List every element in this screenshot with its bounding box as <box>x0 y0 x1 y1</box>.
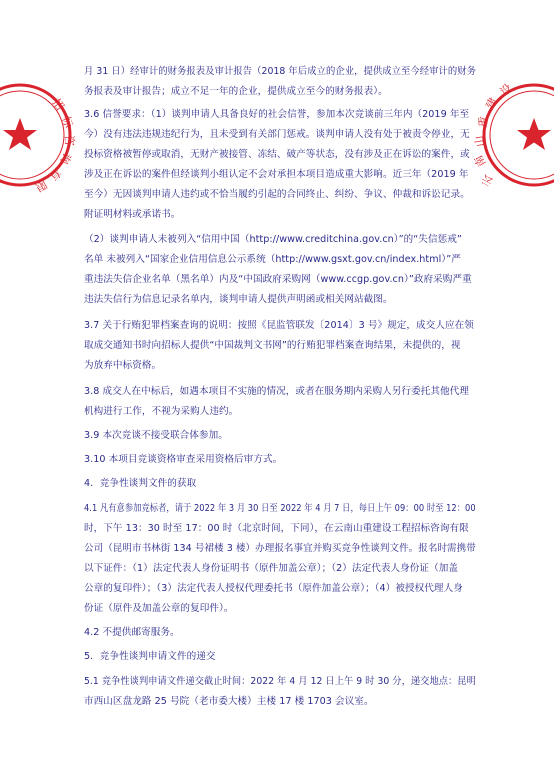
svg-text:设: 设 <box>497 81 515 99</box>
text-line: （2）谈判申请人未被列入“信用中国（http://www.creditchina.gov.cn）”的“失信惩戒” <box>84 234 462 245</box>
text-line: 机构进行工作，不视为采购人违约。 <box>84 406 239 417</box>
text-line: 违法失信行为信息记录名单内，谈判申请人提供声明函或相关网站截图。 <box>84 294 393 305</box>
svg-text:标: 标 <box>59 114 76 130</box>
text-line: 3.6 信誉要求：（1）谈判申请人具备良好的社会信誉，参加本次竞谈前三年内（2019 年至 <box>84 109 470 120</box>
section-heading: 4．竞争性谈判文件的获取 <box>84 478 197 489</box>
svg-text:云: 云 <box>479 171 496 189</box>
text-line: 名单 未被列入“国家企业信用信息公示系统（http://www.gsxt.gov.cn/index.html）”严 <box>84 254 461 265</box>
svg-text:咨: 咨 <box>63 135 76 146</box>
text-line: 为放弃中标资格。 <box>84 360 162 371</box>
svg-text:询: 询 <box>57 150 74 166</box>
text-line: 务报表及审计报告；成立不足一年的企业，提供成立至今的财务报表）。 <box>84 86 388 97</box>
svg-text:南: 南 <box>471 152 489 169</box>
svg-text:招: 招 <box>49 96 67 113</box>
text-line: 公章的复印件）；（3）法定代表人授权代理委托书（原件加盖公章）；（4）被授权代理人身 <box>84 583 463 594</box>
svg-text:山: 山 <box>472 134 487 148</box>
text-line: 3.8 成交人在中标后，如遇本项目不实施的情况，或者在服务期内采购人另行委托其他代理 <box>84 386 469 397</box>
left-company-seal <box>0 80 80 195</box>
text-line: 份证（原件及加盖公章的复印件）。 <box>84 603 234 614</box>
text-line: 今）没有违法违规违纪行为，且未受到有关部门惩戒。谈判申请人没有处于被责令停业，无 <box>84 129 470 140</box>
text-line: 4.1 凡有意参加竞标者，请于 2022 年 3 月 30 日至 2022 年 4 月 7 日，每日上午 09：00 时至 12：00 <box>84 503 476 514</box>
text-line: 重违法失信企业名单（黑名单）内及“中国政府采购网（www.ccgp.gov.cn）”政府采购严重 <box>84 274 472 285</box>
right-company-seal <box>471 80 554 190</box>
section-heading: 5．竞争性谈判申请文件的递交 <box>84 651 216 662</box>
svg-text:有: 有 <box>46 166 64 183</box>
text-line: 涉及正在诉讼的案件但经谈判小组认定不会对承担本项目造成重大影响。近三年（2019 年 <box>84 169 469 180</box>
text-line: 3.10 本项目竞谈资格审查采用资格后审方式。 <box>84 454 283 465</box>
text-line: 至今）无因谈判申请人违约或不恰当履约引起的合同终止、纠纷、争议、仲裁和诉讼记录。 <box>84 189 470 200</box>
text-line: 5.1 竞争性谈判申请文件递交截止时间：2022 年 4 月 12 日上午 9 时 30 分，递交地点：昆明 <box>84 676 476 687</box>
text-line: 公司（昆明市书林街 134 号裙楼 3 楼）办理报名事宜并购买竞争性谈判文件。报名时需携带 <box>84 543 476 554</box>
text-line: 月 31 日）经审计的财务报表及审计报告（2018 年后成立的企业，提供成立至今经审计的财务 <box>84 66 477 77</box>
text-line: 附证明材料或承诺书。 <box>84 209 181 220</box>
text-line: 3.9 本次竞谈不接受联合体参加。 <box>84 430 228 441</box>
text-line: 取成交通知书时向招标人提供“中国裁判文书网”的行贿犯罪档案查询结果，未提供的，视 <box>84 340 461 351</box>
svg-text:重: 重 <box>476 115 491 129</box>
svg-text:限: 限 <box>32 177 49 195</box>
text-line: 市西山区盘龙路 25 号院（老市委大楼）主楼 17 楼 1703 会议室。 <box>84 696 374 707</box>
text-line: 3.7 关于行贿犯罪档案查询的说明：按照《昆监管联发〔2014〕3 号》规定，成交人应在领 <box>84 320 474 331</box>
text-line: 投标资格被暂停或取消，无财产被接管、冻结、破产等状态，没有涉及正在诉讼的案件，或 <box>84 149 470 160</box>
svg-text:建: 建 <box>483 95 501 112</box>
seal-star-icon <box>517 118 551 150</box>
text-line: 4.2 不提供邮寄服务。 <box>84 627 180 638</box>
text-line: 时，下午 13：30 时至 17：00 时（北京时间，下同），在云南山重建设工程招标咨询有限 <box>84 523 469 534</box>
seal-star-icon <box>3 118 37 150</box>
text-line: 以下证件：（1）法定代表人身份证明书（原件加盖公章）；（2）法定代表人身份证（加盖 <box>84 563 459 574</box>
